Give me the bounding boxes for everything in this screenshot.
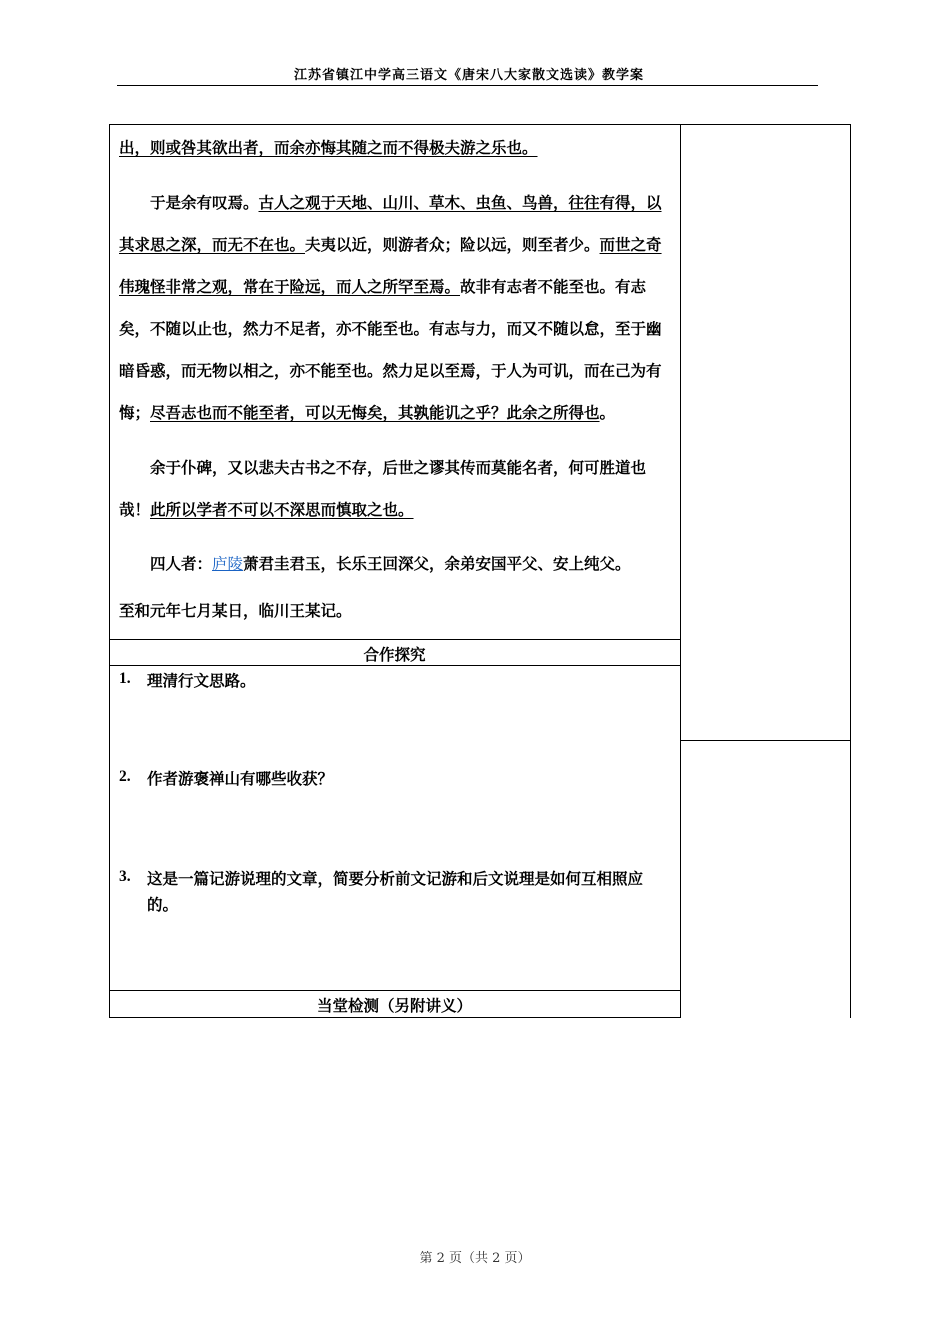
document-header: 江苏省镇江中学高三语文《唐宋八大家散文选读》教学案 xyxy=(293,68,644,83)
question-number: 1. xyxy=(119,670,131,687)
passage-text: 余于仆碑，又以悲夫古书之不存，后世之谬其传而莫能名者，何可胜道也 xyxy=(150,458,647,477)
passage-line xyxy=(119,401,674,423)
passage-line xyxy=(119,498,674,520)
question-number: 3. xyxy=(119,868,131,885)
passage-line xyxy=(119,456,674,478)
section-title-check: 当堂检测（另附讲义） xyxy=(316,996,472,1015)
section-title-cooperation: 合作探究 xyxy=(363,645,426,664)
table-left-border xyxy=(109,124,110,1018)
page-number: 第 2 页（共 2 页） xyxy=(419,1251,531,1266)
underlined-text: 尽吾志也而不能至者，可以无悔矣，其孰能讥之乎？ xyxy=(150,403,507,422)
row-divider-cooperation xyxy=(109,639,680,640)
right-column-divider xyxy=(680,740,851,741)
passage-text: 四人者： xyxy=(150,554,213,573)
passage-line xyxy=(119,136,674,158)
question-item xyxy=(119,766,674,792)
table-right-border xyxy=(850,124,851,1018)
row-divider-cooperation-bottom xyxy=(109,665,680,666)
passage-line xyxy=(119,233,674,255)
underlined-text: 其求思之深，而无不在也。 xyxy=(119,235,306,254)
question-number: 2. xyxy=(119,768,131,785)
passage-line xyxy=(119,191,674,213)
question-item xyxy=(119,866,674,918)
passage-line xyxy=(119,552,674,574)
column-divider xyxy=(680,124,681,1018)
question-text: 作者游褒禅山有哪些收获？ xyxy=(147,769,334,788)
passage-line xyxy=(119,275,674,297)
question-item xyxy=(119,668,674,694)
passage-text: 夫夷以近，则游者众；险以远，则至者少。 xyxy=(305,235,600,254)
passage-text: 哉！ xyxy=(119,500,151,519)
table-top-border xyxy=(109,124,851,125)
table-bottom-border xyxy=(109,1017,680,1018)
underlined-text: 此余之所得也 xyxy=(506,403,600,422)
place-name-link[interactable]: 庐陵 xyxy=(212,555,244,573)
question-text: 理清行文思路。 xyxy=(147,671,256,690)
passage-text: 故非有志者不能至也。有志 xyxy=(460,277,647,296)
question-text: 这是一篇记游说理的文章，简要分析前文记游和后文说理是如何互相照应的。 xyxy=(147,869,644,914)
passage-text: 悔； xyxy=(119,403,151,422)
underlined-text: 古人之观于天地、山川、草木、虫鱼、鸟兽，往往有得，以 xyxy=(258,193,662,212)
header-rule xyxy=(117,85,818,86)
row-divider-check xyxy=(109,990,680,991)
underlined-text: 伟瑰怪非常之观，常在于险远，而人之所罕至焉。 xyxy=(119,277,461,296)
passage-line: 至和元年七月某日，临川王某记。 xyxy=(119,601,352,620)
underlined-text: 此所以学者不可以不深思而慎取之也。 xyxy=(150,500,414,519)
passage-text: 。 xyxy=(599,403,616,422)
passage-text: 萧君圭君玉，长乐王回深父，余弟安国平父、安上纯父。 xyxy=(243,554,631,573)
passage-text: 于是余有叹焉。 xyxy=(150,193,259,212)
passage-line: 暗昏惑，而无物以相之，亦不能至也。然力足以至焉，于人为可讥，而在己为有 xyxy=(119,361,662,380)
passage-line: 矣，不随以止也，然力不足者，亦不能至也。有志与力，而又不随以怠，至于幽 xyxy=(119,319,662,338)
underlined-text: 出，则或咎其欲出者，而余亦悔其随之而不得极夫游之乐也。 xyxy=(119,138,538,157)
underlined-text: 而世之奇 xyxy=(599,235,662,254)
